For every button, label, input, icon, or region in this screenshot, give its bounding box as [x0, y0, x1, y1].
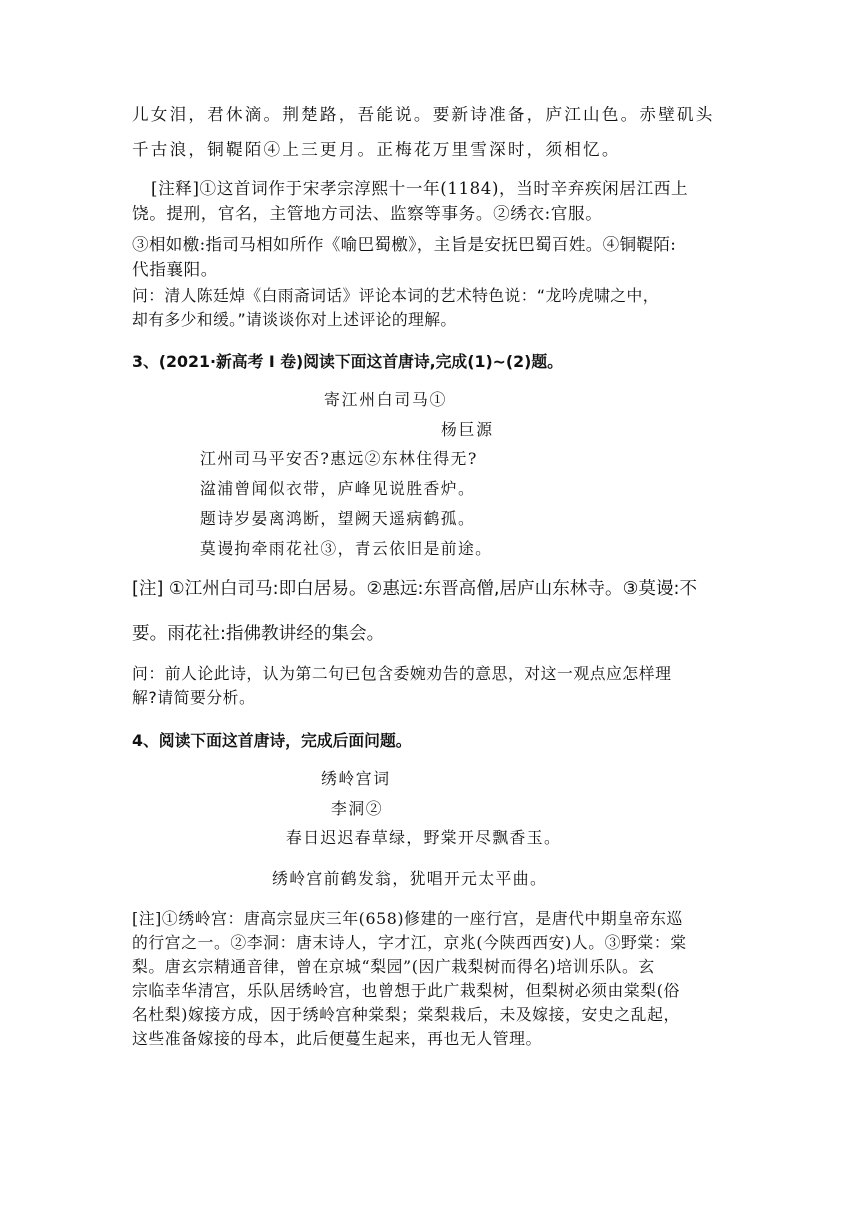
q4-note-line-4: 宗临幸华清宫，乐队居绣岭宫，也曾想于此广栽梨树，但梨树必须由棠梨(俗	[132, 981, 680, 1000]
q4-poem-line-1: 春日迟迟春草绿，野棠开尽飘香玉。	[286, 828, 562, 847]
intro-note-line-1: [注释]①这首词作于宋孝宗淳熙十一年(1184)，当时辛弃疾闲居江西上	[151, 179, 689, 198]
q3-question-line-1: 问：前人论此诗，认为第二句已包含委婉劝告的意思，对这一观点应怎样理	[132, 664, 672, 683]
q4-heading: 4、阅读下面这首唐诗，完成后面问题。	[132, 731, 412, 750]
q3-heading: 3、(2021·新高考 I 卷)阅读下面这首唐诗,完成(1)~(2)题。	[132, 352, 563, 371]
q3-note-line-1: [注] ①江州白司马:即白居易。②惠远:东晋高僧,居庐山东林寺。③莫谩:不	[132, 579, 698, 599]
intro-poem-line-1: 儿女泪，君休滴。荆楚路，吾能说。要新诗准备，庐江山色。赤壁矶头	[132, 105, 715, 124]
q3-poem-title: 寄江州白司马①	[324, 390, 448, 409]
q4-note-line-3: 梨。唐玄宗精通音律，曾在京城“梨园”(因广栽梨树而得名)培训乐队。玄	[132, 957, 655, 976]
q3-poem-line-4: 莫谩拘牵雨花社③，青云依旧是前途。	[200, 539, 493, 558]
intro-question-line-1: 问：清人陈廷焯《白雨斋词话》评论本词的艺术特色说：“龙吟虎啸之中，	[132, 286, 659, 305]
intro-note-line-4: 代指襄阳。	[132, 260, 218, 279]
q3-poem-line-2: 湓浦曾闻似衣带，庐峰见说胜香炉。	[200, 479, 476, 498]
q4-poem-author: 李洞②	[331, 799, 384, 818]
intro-note-line-3: ③相如檄:指司马相如所作《喻巴蜀檄》，主旨是安抚巴蜀百姓。④铜鞮陌:	[132, 235, 677, 254]
q3-note-line-2: 要。雨花社:指佛教讲经的集会。	[132, 624, 385, 644]
intro-question-line-2: 却有多少和缓。”请谈谈你对上述评论的理解。	[132, 310, 457, 329]
q3-poem-author: 杨巨源	[441, 420, 494, 439]
q3-poem-line-1: 江州司马平安否?惠远②东林住得无?	[200, 449, 478, 468]
q4-poem-title: 绣岭宫词	[321, 769, 391, 788]
intro-note-line-2: 饶。提刑，官名，主管地方司法、监察等事务。②绣衣:官服。	[132, 204, 603, 223]
q4-note-line-6: 这些准备嫁接的母本，此后便蔓生起来，再也无人管理。	[132, 1029, 542, 1048]
intro-poem-line-2: 千古浪，铜鞮陌④上三更月。正梅花万里雪深时，须相忆。	[132, 140, 621, 159]
q4-poem-line-2: 绣岭宫前鹤发翁，犹唱开元太平曲。	[272, 869, 548, 888]
q4-note-line-2: 的行宫之一。②李洞：唐末诗人，字才江，京兆(今陕西西安)人。③野棠：棠	[132, 933, 687, 952]
q4-note-line-5: 名杜梨)嫁接方成，因于绣岭宫种棠梨；棠梨栽后，未及嫁接，安史之乱起，	[132, 1005, 680, 1024]
q4-note-line-1: [注]①绣岭宫：唐高宗显庆三年(658)修建的一座行宫，是唐代中期皇帝东巡	[132, 909, 683, 928]
q3-poem-line-3: 题诗岁晏离鸿断，望阙天遥病鹤孤。	[200, 509, 476, 528]
q3-question-line-2: 解?请简要分析。	[132, 688, 256, 707]
